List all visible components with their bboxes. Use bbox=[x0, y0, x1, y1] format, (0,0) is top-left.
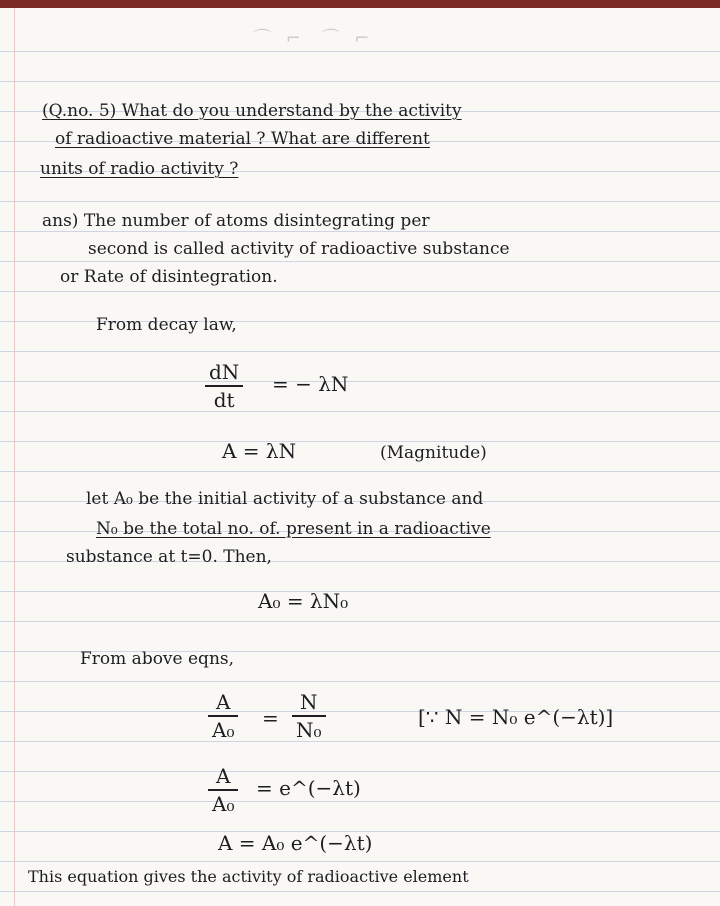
since-note: [∵ N = N₀ e^(−λt)] bbox=[418, 705, 614, 729]
answer-line-3: or Rate of disintegration. bbox=[60, 267, 278, 287]
fraction-bar bbox=[292, 715, 326, 717]
a-numerator: A bbox=[216, 764, 231, 788]
a-numerator: A bbox=[216, 690, 231, 714]
dn-numerator: dN bbox=[209, 360, 240, 384]
activity-equation: A = λN bbox=[222, 439, 297, 463]
dt-denominator: dt bbox=[213, 388, 235, 412]
n0-denominator: N₀ bbox=[296, 718, 322, 742]
n-numerator: N bbox=[300, 690, 318, 714]
answer-line-2: second is called activity of radioactive substance bbox=[88, 239, 510, 259]
a0-denominator: A₀ bbox=[212, 792, 235, 816]
dn-dt-fraction bbox=[205, 360, 243, 412]
ratio-equals: = bbox=[262, 706, 279, 730]
exp-rhs: = e^(−λt) bbox=[256, 776, 361, 800]
bleed-through-marks: ⌒ ⌐ ⌒ ⌐ bbox=[250, 28, 376, 49]
answer-line-1: ans) The number of atoms disintegrating per bbox=[42, 211, 430, 231]
final-equation: A = A₀ e^(−λt) bbox=[218, 831, 373, 855]
question-line-3: units of radio activity ? bbox=[40, 159, 239, 179]
decay-rhs: = − λN bbox=[272, 372, 349, 396]
from-decay-law-text: From decay law, bbox=[96, 315, 237, 335]
let-line-1: let A₀ be the initial activity of a substance and bbox=[86, 489, 484, 509]
from-above-text: From above eqns, bbox=[80, 649, 235, 669]
n-over-n0-fraction bbox=[292, 690, 326, 742]
a0-denominator: A₀ bbox=[212, 718, 235, 742]
initial-activity-equation: A₀ = λN₀ bbox=[258, 589, 349, 613]
a-over-a0-fraction bbox=[208, 690, 238, 742]
a-over-a0-fraction-2 bbox=[208, 764, 238, 816]
magnitude-note: (Magnitude) bbox=[380, 443, 487, 463]
question-line-2: of radioactive material ? What are different bbox=[55, 129, 430, 149]
page-margin-line bbox=[14, 8, 15, 906]
fraction-bar bbox=[208, 789, 238, 791]
question-line-1: (Q.no. 5) What do you understand by the activity bbox=[42, 101, 462, 121]
photo-top-edge bbox=[0, 0, 720, 8]
fraction-bar bbox=[205, 385, 243, 387]
conclusion-line: This equation gives the activity of radioactive element bbox=[28, 867, 469, 886]
fraction-bar bbox=[208, 715, 238, 717]
let-line-3: substance at t=0. Then, bbox=[66, 547, 272, 567]
let-line-2: N₀ be the total no. of. present in a radioactive bbox=[96, 519, 491, 539]
